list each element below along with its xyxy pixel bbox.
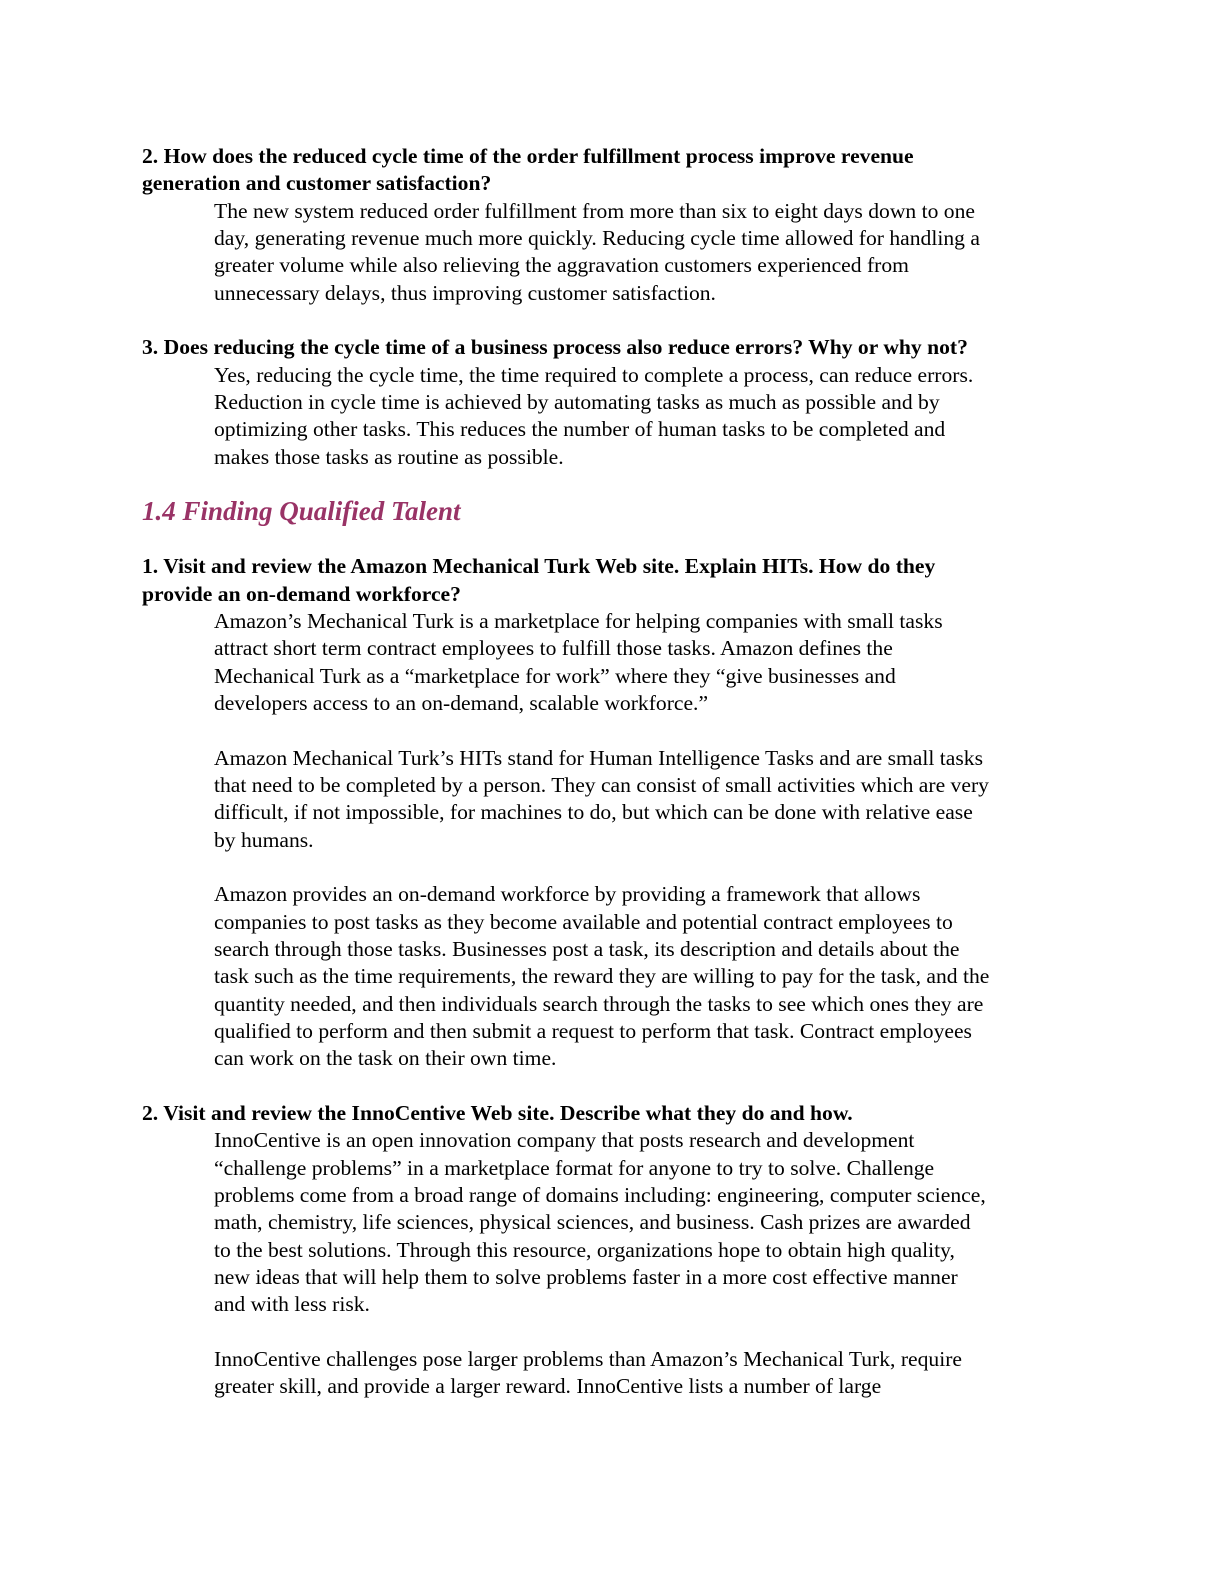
answer-paragraph [214,608,1082,717]
text-line: Mechanical Turk as a “marketplace for work” where they “give businesses and [214,663,896,688]
text-line: 1. Visit and review the Amazon Mechanical Turk Web site. Explain HITs. How do they [142,554,936,579]
text-line: new ideas that will help them to solve problems faster in a more cost effective manner [214,1265,958,1290]
answer-paragraph [214,198,1082,307]
paragraph-gap [142,307,1082,334]
text-line: Amazon provides an on-demand workforce by providing a framework that allows [214,882,921,907]
text-line: and with less risk. [214,1292,370,1317]
text-line: 3. Does reducing the cycle time of a business process also reduce errors? Why or why not? [142,335,968,360]
answer-paragraph [214,745,1082,854]
answer-paragraph [214,881,1082,1072]
text-line: provide an on-demand workforce? [142,581,461,606]
paragraph-gap [142,526,1082,553]
text-line: 1.4 Finding Qualified Talent [142,496,461,527]
paragraph-gap [142,854,1082,881]
text-line: greater volume while also relieving the aggravation customers experienced from [214,253,909,278]
text-line: The new system reduced order fulfillment from more than six to eight days down to one [214,198,975,223]
text-line: makes those tasks as routine as possible. [214,444,564,469]
text-line: Amazon’s Mechanical Turk is a marketplace for helping companies with small tasks [214,608,943,633]
text-line: companies to post tasks as they become available and potential contract employees to [214,909,953,934]
section-heading [142,498,1082,525]
question-heading [142,143,1082,198]
answer-paragraph [214,362,1082,471]
document-page [142,143,1082,1401]
paragraph-gap [142,1319,1082,1346]
text-line: to the best solutions. Through this resource, organizations hope to obtain high quality, [214,1237,955,1262]
text-line: Reduction in cycle time is achieved by automating tasks as much as possible and by [214,390,940,415]
text-line: that need to be completed by a person. They can consist of small activities which are very [214,772,989,797]
question-heading [142,553,1082,608]
answer-paragraph [214,1346,1082,1401]
paragraph-gap [142,717,1082,744]
text-line: Yes, reducing the cycle time, the time required to complete a process, can reduce errors. [214,362,974,387]
text-line: “challenge problems” in a marketplace format for anyone to try to solve. Challenge [214,1155,935,1180]
text-line: 2. How does the reduced cycle time of the order fulfillment process improve revenue [142,144,914,168]
text-line: Amazon Mechanical Turk’s HITs stand for Human Intelligence Tasks and are small tasks [214,745,983,770]
text-line: search through those tasks. Businesses post a task, its description and details about the [214,936,960,961]
text-line: optimizing other tasks. This reduces the number of human tasks to be completed and [214,417,946,442]
paragraph-gap [142,471,1082,498]
text-line: by humans. [214,827,314,852]
text-line: InnoCentive challenges pose larger problems than Amazon’s Mechanical Turk, require [214,1347,962,1372]
paragraph-gap [142,1073,1082,1100]
text-line: greater skill, and provide a larger reward. InnoCentive lists a number of large [214,1374,882,1399]
text-line: qualified to perform and then submit a request to perform that task. Contract employees [214,1019,972,1043]
text-line: day, generating revenue much more quickly. Reducing cycle time allowed for handling a [214,226,980,251]
text-line: developers access to an on-demand, scalable workforce.” [214,690,709,715]
text-line: difficult, if not impossible, for machines to do, but which can be done with relative ease [214,800,973,825]
text-line: math, chemistry, life sciences, physical sciences, and business. Cash prizes are awarded [214,1210,971,1235]
answer-paragraph [214,1127,1082,1318]
text-line: InnoCentive is an open innovation company that posts research and development [214,1128,915,1153]
text-line: problems come from a broad range of domains including: engineering, computer science, [214,1183,986,1208]
text-line: 2. Visit and review the InnoCentive Web site. Describe what they do and how. [142,1101,853,1126]
question-heading [142,334,1082,361]
text-line: task such as the time requirements, the reward they are willing to pay for the task, and the [214,964,990,989]
text-line: quantity needed, and then individuals search through the tasks to see which ones they are [214,991,984,1016]
text-line: generation and customer satisfaction? [142,171,492,196]
text-line: attract short term contract employees to fulfill those tasks. Amazon defines the [214,636,893,661]
question-heading [142,1100,1082,1127]
text-line: unnecessary delays, thus improving customer satisfaction. [214,280,716,305]
text-line: can work on the task on their own time. [214,1046,557,1071]
